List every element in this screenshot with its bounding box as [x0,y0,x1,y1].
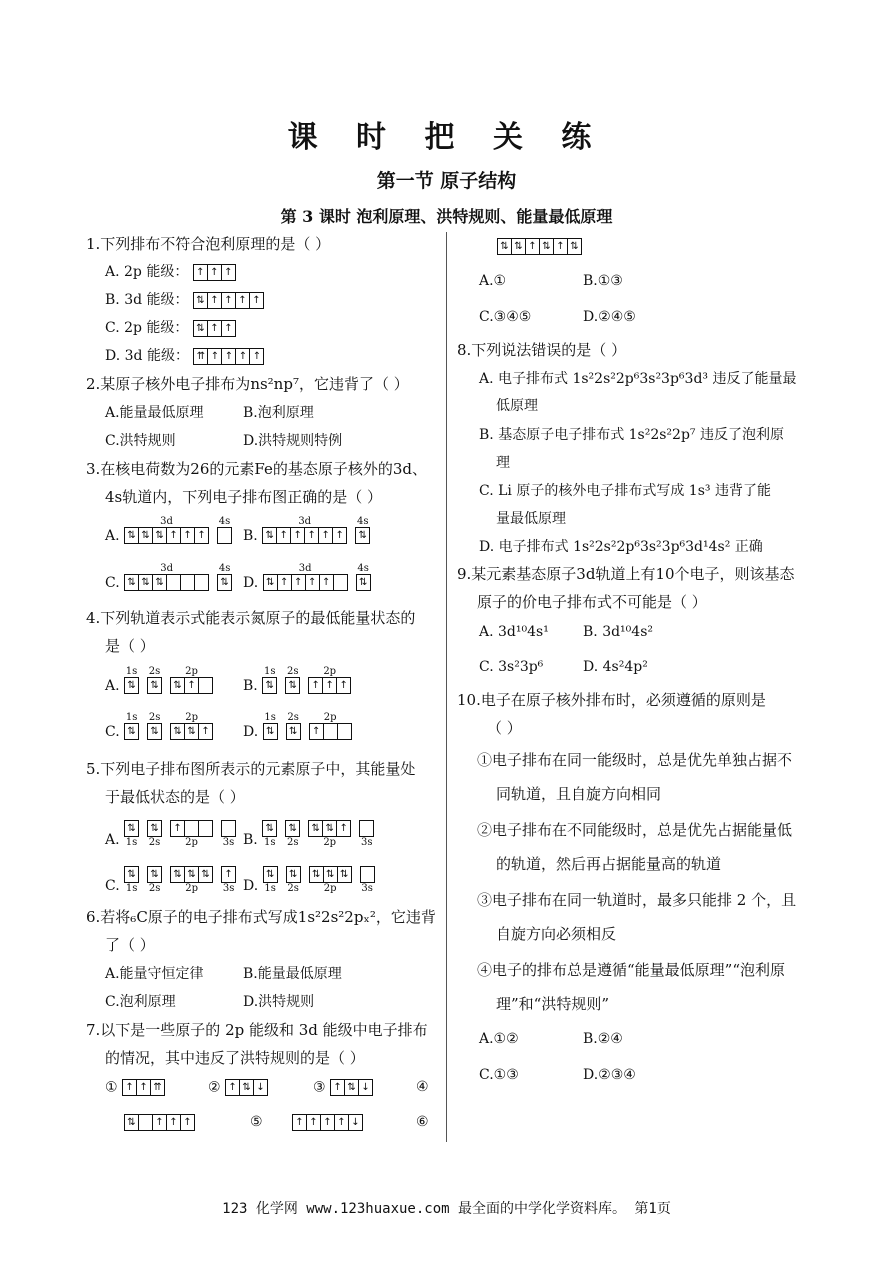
orbital-box: ⇅ [124,723,139,740]
orbital-box: ⇅ [147,723,162,740]
orbital-label: 3d [160,563,173,574]
orbital-box: ⇅ [286,866,301,883]
q8-option-c: C. Li 原子的核外电子排布式写成 1s³ 违背了能 [479,483,771,499]
q7-diagram-5 [292,1114,363,1131]
question-4-stem: 4.下列轨道表示式能表示氮原子的最低能量状态的 [86,609,416,627]
orbital-diagram [147,723,162,740]
orbital-label: 2p [323,883,337,894]
orbital-box: ⇈ [150,1079,165,1096]
orbital-box: ↑ [334,1114,349,1131]
orbital-box: ↑ [221,348,236,365]
orbital-diagram [124,527,209,544]
orbital-label: 4s [218,563,231,574]
q2-option-d: D.洪特规则特例 [243,433,343,449]
orbital-diagram [355,527,370,544]
orbital-label: 2p [323,666,337,677]
orbital-diagram [122,1079,165,1096]
orbital-label: 3d [298,563,312,574]
orbital-label: 2p [323,837,337,848]
orbital-box: ⇅ [124,527,139,544]
orbital-box: ⇅ [263,574,278,591]
orbital-diagram [170,866,213,883]
orbital-diagram [217,527,232,544]
orbital-box: ⇅ [147,677,162,694]
orbital-box [194,574,209,591]
orbital-label: 1s [125,837,138,848]
orbital-label: 3s [222,883,235,894]
q10-statement-3: ③电子排布在同一轨道时，最多只能排 2 个，且 [477,891,797,909]
orbital-box: ↑ [180,527,195,544]
orbital-label: 2s [148,837,161,848]
question-8-stem: 8.下列说法错误的是（ ） [457,341,627,359]
orbital-diagram [124,1114,195,1131]
q7-option-d: D.②④⑤ [583,309,636,325]
q2-option-a: A.能量最低原理 [105,405,204,421]
orbital-box: ⇅ [147,866,162,883]
orbital-box: ↑ [225,1079,240,1096]
orbital-box: ⇅ [124,677,139,694]
orbital-box: ⇅ [539,238,554,255]
orbital-box: ↑ [180,1114,195,1131]
orbital-box: ↑ [525,238,540,255]
q6-option-d: D.洪特规则 [243,994,315,1010]
orbital-label: 3s [360,837,373,848]
orbital-label: 4s [356,516,369,527]
orbital-label: 1s [125,883,138,894]
q9-option-a: A. 3d¹⁰4s¹ [479,624,549,640]
orbital-diagram [124,723,139,740]
orbital-box: ↑ [221,320,236,337]
orbital-box: ↑ [184,677,199,694]
orbital-box: ↑ [318,527,333,544]
orbital-diagram [124,574,209,591]
orbital-box: ↑ [193,264,208,281]
orbital-box: ↑ [305,574,320,591]
orbital-box: ↑ [276,527,291,544]
q7-option-a: A.① [479,273,507,289]
orbital-box: ↑ [322,677,337,694]
orbital-box: ↑ [194,527,209,544]
orbital-box: ↑ [170,820,185,837]
orbital-diagram [285,820,300,837]
orbital-box: ↑ [332,527,347,544]
orbital-box: ⇅ [322,820,337,837]
orbital-box: ⇅ [497,238,512,255]
orbital-diagram [262,677,277,694]
question-10-stem: 10.电子在原子核外排布时，必须遵循的原则是 [457,691,766,709]
orbital-label: 1s [125,666,138,677]
q2-option-b: B.泡利原理 [243,405,314,421]
q7-label-4: ④ [416,1079,429,1095]
orbital-diagram [124,677,139,694]
q10-statement-4-cont: 理”和“洪特规则” [496,995,610,1013]
orbital-box: ⇅ [152,527,167,544]
question-9-stem-cont: 原子的价电子排布式不可能是（ ） [477,593,707,611]
question-9-stem: 9.某元素基态原子3d轨道上有10个电子，则该基态 [457,565,795,583]
orbital-label: 3s [222,837,235,848]
orbital-box: ↑ [309,723,324,740]
orbital-diagram [262,527,347,544]
orbital-box: ↑ [207,264,222,281]
orbital-box [360,866,375,883]
orbital-box: ↓ [348,1114,363,1131]
q7-label-5: ⑤ [250,1114,263,1130]
orbital-box: ↑ [304,527,319,544]
orbital-box: ⇅ [344,1079,359,1096]
orbital-box: ⇈ [193,348,208,365]
orbital-label: 1s [264,883,276,894]
orbital-box: ↑ [291,574,306,591]
orbital-box: ⇅ [239,1079,254,1096]
orbital-box: ↑ [290,527,305,544]
orbital-box: ↑ [336,677,351,694]
question-4-stem-cont: 是（ ） [105,637,155,655]
question-2-stem: 2.某原子核外电子排布为ns²np⁷，它违背了（ ） [86,375,409,393]
orbital-box [323,723,338,740]
orbital-box: ↑ [319,574,334,591]
orbital-diagram [359,820,374,837]
orbital-box [217,527,232,544]
q1-option-a: A. 2p 能级： ↑ ↑ ↑ [105,261,236,281]
orbital-box: ⇅ [285,677,300,694]
orbital-diagram [221,820,236,837]
orbital-diagram [360,866,375,883]
orbital-box: ↑ [235,348,250,365]
orbital-diagram [263,866,278,883]
q1-option-c: C. 2p 能级： ⇅ ↑ ↑ [105,317,236,337]
orbital-box: ⇅ [184,723,199,740]
orbital-diagram [170,677,213,694]
orbital-label: 3d [298,516,312,527]
orbital-label: 2s [286,666,299,677]
orbital-box: ⇅ [138,527,153,544]
orbital-box [337,723,352,740]
orbital-box: ↑ [166,1114,181,1131]
orbital-box [184,820,199,837]
question-10-stem-cont: （ ） [487,719,522,737]
q3-option-a: A. 3d ⇅ ⇅ ⇅ ↑ ↑ ↑ 4s [105,516,231,544]
orbital-label: 2s [148,666,161,677]
column-divider [446,232,447,1142]
q4-option-d: D. 1s ⇅ 2s ⇅ 2p ↑ [243,712,360,740]
orbital-diagram [147,866,162,883]
orbital-box: ⇅ [217,574,232,591]
orbital-box: ↑ [336,820,351,837]
orbital-diagram [147,677,162,694]
orbital-box: ⇅ [309,866,324,883]
orbital-diagram [285,677,300,694]
q5-option-b: B. ⇅ 1s ⇅ 2s ⇅ ⇅ ↑ 2p 3s [243,820,382,848]
orbital-box: ⇅ [323,866,338,883]
orbital-box: ⇅ [263,723,278,740]
orbital-box: ⇅ [308,820,323,837]
q4-option-a: A. 1s ⇅ 2s ⇅ 2p ⇅ ↑ [105,666,221,694]
orbital-box: ⇅ [262,820,277,837]
page-footer: 123 化学网 www.123huaxue.com 最全面的中学化学资料库。 第1页 [222,1201,671,1217]
orbital-label: 4s [357,563,369,574]
q8-option-a-cont: 低原理 [496,398,538,414]
q10-statement-4: ④电子的排布总是遵循“能量最低原理”“泡利原 [477,961,786,979]
q8-option-c-cont: 量最低原理 [496,511,566,527]
q5-option-a: A. ⇅ 1s ⇅ 2s ↑ 2p 3s [105,820,244,848]
orbital-box: ⇅ [355,527,370,544]
orbital-label: 1s [125,712,138,723]
question-5-stem: 5.下列电子排布图所表示的元素原子中，其能量处 [86,760,416,778]
orbital-box: ⇅ [124,820,139,837]
orbital-box: ↑ [292,1114,307,1131]
orbital-box: ↑ [136,1079,151,1096]
orbital-diagram [308,677,351,694]
orbital-label: 1s [264,712,276,723]
q10-statement-2: ②电子排布在不同能级时，总是优先占据能量低 [477,821,793,839]
orbital-box: ⇅ [356,574,371,591]
orbital-diagram [309,723,352,740]
orbital-box [180,574,195,591]
q8-option-d: D. 电子排布式 1s²2s²2p⁶3s²3p⁶3d¹4s² 正确 [479,539,763,555]
orbital-box: ↑ [306,1114,321,1131]
q10-option-a: A.①② [479,1031,519,1047]
orbital-diagram [309,866,352,883]
orbital-box: ↑ [277,574,292,591]
q1-option-d: D. 3d 能级： ⇈ ↑ ↑ ↑ ↑ [105,345,264,365]
q8-option-a: A. 电子排布式 1s²2s²2p⁶3s²3p⁶3d³ 违反了能量最 [479,371,797,387]
orbital-label: 1s [263,666,276,677]
q7-diagram-4 [124,1114,195,1131]
orbital-diagram [263,574,348,591]
orbital-box: ↓ [358,1079,373,1096]
orbital-diagram [170,723,213,740]
orbital-box: ⇅ [263,866,278,883]
q7-diagram-2: ② ↑ ⇅ ↓ [208,1079,268,1096]
orbital-label: 2s [286,837,299,848]
orbital-box: ⇅ [124,1114,139,1131]
section-title: 第一节 原子结构 [376,170,517,192]
orbital-label: 2p [185,712,198,723]
orbital-box: ⇅ [184,866,199,883]
question-5-stem-cont: 于最低状态的是（ ） [105,788,245,806]
orbital-box: ↑ [330,1079,345,1096]
orbital-label: 2s [148,883,161,894]
question-3-stem: 3.在核电荷数为26的元素Fe的基态原子核外的3d、 [86,460,428,478]
orbital-box [333,574,348,591]
q8-option-b: B. 基态原子电子排布式 1s²2s²2p⁷ 违反了泡利原 [479,427,784,443]
orbital-box: ↑ [249,348,264,365]
orbital-label: 2p [185,883,198,894]
orbital-box: ⇅ [124,866,139,883]
orbital-diagram [124,866,139,883]
q9-option-d: D. 4s²4p² [583,659,648,675]
orbital-box [359,820,374,837]
q9-option-c: C. 3s²3p⁶ [479,659,544,675]
orbital-diagram [217,574,232,591]
q10-statement-1: ①电子排布在同一能级时，总是优先单独占据不 [477,751,793,769]
page-title: 课 时 把 关 练 [287,120,606,155]
orbital-box: ⇅ [567,238,582,255]
q10-option-d: D.②③④ [583,1067,636,1083]
orbital-diagram [497,238,582,255]
q10-option-b: B.②④ [583,1031,623,1047]
orbital-box: ↑ [198,723,213,740]
orbital-box: ⇅ [337,866,352,883]
q7-diagram-3: ③ ↑ ⇅ ↓ [313,1079,373,1096]
orbital-box: ⇅ [262,677,277,694]
q4-option-b: B. 1s ⇅ 2s ⇅ 2p ↑ ↑ ↑ [243,666,359,694]
q7-diagram-1: ① ↑ ↑ ⇈ [105,1079,165,1096]
orbital-diagram [193,320,236,337]
orbital-diagram [292,1114,363,1131]
orbital-box: ↑ [553,238,568,255]
orbital-diagram [308,820,351,837]
orbital-diagram [286,723,301,740]
q10-statement-3-cont: 自旋方向必须相反 [496,925,617,943]
orbital-box: ↓ [253,1079,268,1096]
orbital-box: ↑ [308,677,323,694]
orbital-diagram [225,1079,268,1096]
orbital-diagram [193,264,236,281]
orbital-box: ↑ [221,292,236,309]
orbital-label: 2s [287,712,299,723]
orbital-label: 2s [148,712,161,723]
orbital-diagram [221,866,236,883]
orbital-box: ⇅ [511,238,526,255]
orbital-label: 2p [323,712,337,723]
orbital-label: 4s [218,516,231,527]
question-7-stem-cont: 的情况，其中违反了洪特规则的是（ ） [105,1049,365,1067]
q3-option-b: B. 3d ⇅ ↑ ↑ ↑ ↑ ↑ 4s ⇅ [243,516,369,544]
lesson-title: 第 3 课时 泡利原理、洪特规则、能量最低原理 [280,207,613,226]
orbital-diagram [193,292,264,309]
q5-option-d: D. ⇅ 1s ⇅ 2s ⇅ ⇅ ⇅ 2p 3s [243,866,383,894]
q7-diagram-6 [497,238,582,255]
q8-option-b-cont: 理 [496,455,510,471]
orbital-box: ↑ [249,292,264,309]
orbital-box [166,574,181,591]
q7-option-b: B.①③ [583,273,623,289]
orbital-box: ⇅ [193,292,208,309]
orbital-box: ⇅ [198,866,213,883]
q6-option-b: B.能量最低原理 [243,966,342,982]
q4-option-c: C. 1s ⇅ 2s ⇅ 2p ⇅ ⇅ ↑ [105,712,221,740]
orbital-box: ⇅ [262,527,277,544]
q7-option-c: C.③④⑤ [479,309,532,325]
q2-option-c: C.洪特规则 [105,433,176,449]
orbital-label: 2s [287,883,299,894]
q5-option-c: C. ⇅ 1s ⇅ 2s ⇅ ⇅ ⇅ 2p ↑ 3s [105,866,244,894]
orbital-box: ↑ [221,264,236,281]
orbital-box: ↑ [320,1114,335,1131]
orbital-label: 3d [160,516,173,527]
orbital-diagram [356,574,371,591]
orbital-label: 3s [361,883,373,894]
orbital-box: ⇅ [147,820,162,837]
q10-option-c: C.①③ [479,1067,519,1083]
orbital-diagram [124,820,139,837]
q6-option-c: C.泡利原理 [105,994,176,1010]
question-7-stem: 7.以下是一些原子的 2p 能级和 3d 能级中电子排布 [86,1021,428,1039]
orbital-box: ⇅ [285,820,300,837]
orbital-diagram [263,723,278,740]
orbital-label: 2p [185,837,198,848]
orbital-diagram [262,820,277,837]
question-3-stem-cont: 4s轨道内，下列电子排布图正确的是（ ） [105,488,383,506]
orbital-box: ↑ [207,292,222,309]
q1-option-b: B. 3d 能级： ⇅ ↑ ↑ ↑ ↑ [105,289,264,309]
q3-option-c: C. 3d ⇅ ⇅ ⇅ 4s ⇅ [105,563,231,591]
orbital-box: ⇅ [170,677,185,694]
orbital-box: ⇅ [170,723,185,740]
orbital-box: ⇅ [286,723,301,740]
orbital-label: 2p [185,666,198,677]
orbital-label: 1s [263,837,276,848]
orbital-box: ⇅ [138,574,153,591]
question-1-stem: 1.下列排布不符合泡利原理的是（ ） [86,235,331,253]
orbital-diagram [170,820,213,837]
orbital-box: ↑ [152,1114,167,1131]
orbital-box: ↑ [221,866,236,883]
orbital-box: ⇅ [170,866,185,883]
orbital-diagram [330,1079,373,1096]
orbital-diagram [147,820,162,837]
orbital-box: ↑ [235,292,250,309]
question-6-stem-cont: 了（ ） [105,936,155,954]
question-6-stem: 6.若将₆C原子的电子排布式写成1s²2s²2pₓ²，它违背 [86,908,436,926]
q3-option-d: D. 3d ⇅ ↑ ↑ ↑ ↑ 4s ⇅ [243,563,369,591]
orbital-box [198,820,213,837]
q7-label-6: ⑥ [416,1114,429,1130]
orbital-box: ↑ [166,527,181,544]
q9-option-b: B. 3d¹⁰4s² [583,624,653,640]
orbital-box: ↑ [207,320,222,337]
orbital-box [198,677,213,694]
q10-statement-2-cont: 的轨道，然后再占据能量高的轨道 [496,855,722,873]
orbital-box: ⇅ [152,574,167,591]
orbital-box: ↑ [122,1079,137,1096]
orbital-diagram [193,348,264,365]
q10-statement-1-cont: 同轨道，且自旋方向相同 [496,785,662,803]
q6-option-a: A.能量守恒定律 [105,966,204,982]
orbital-diagram [286,866,301,883]
orbital-box [221,820,236,837]
orbital-box: ⇅ [124,574,139,591]
orbital-box [138,1114,153,1131]
orbital-box: ↑ [207,348,222,365]
orbital-box: ⇅ [193,320,208,337]
